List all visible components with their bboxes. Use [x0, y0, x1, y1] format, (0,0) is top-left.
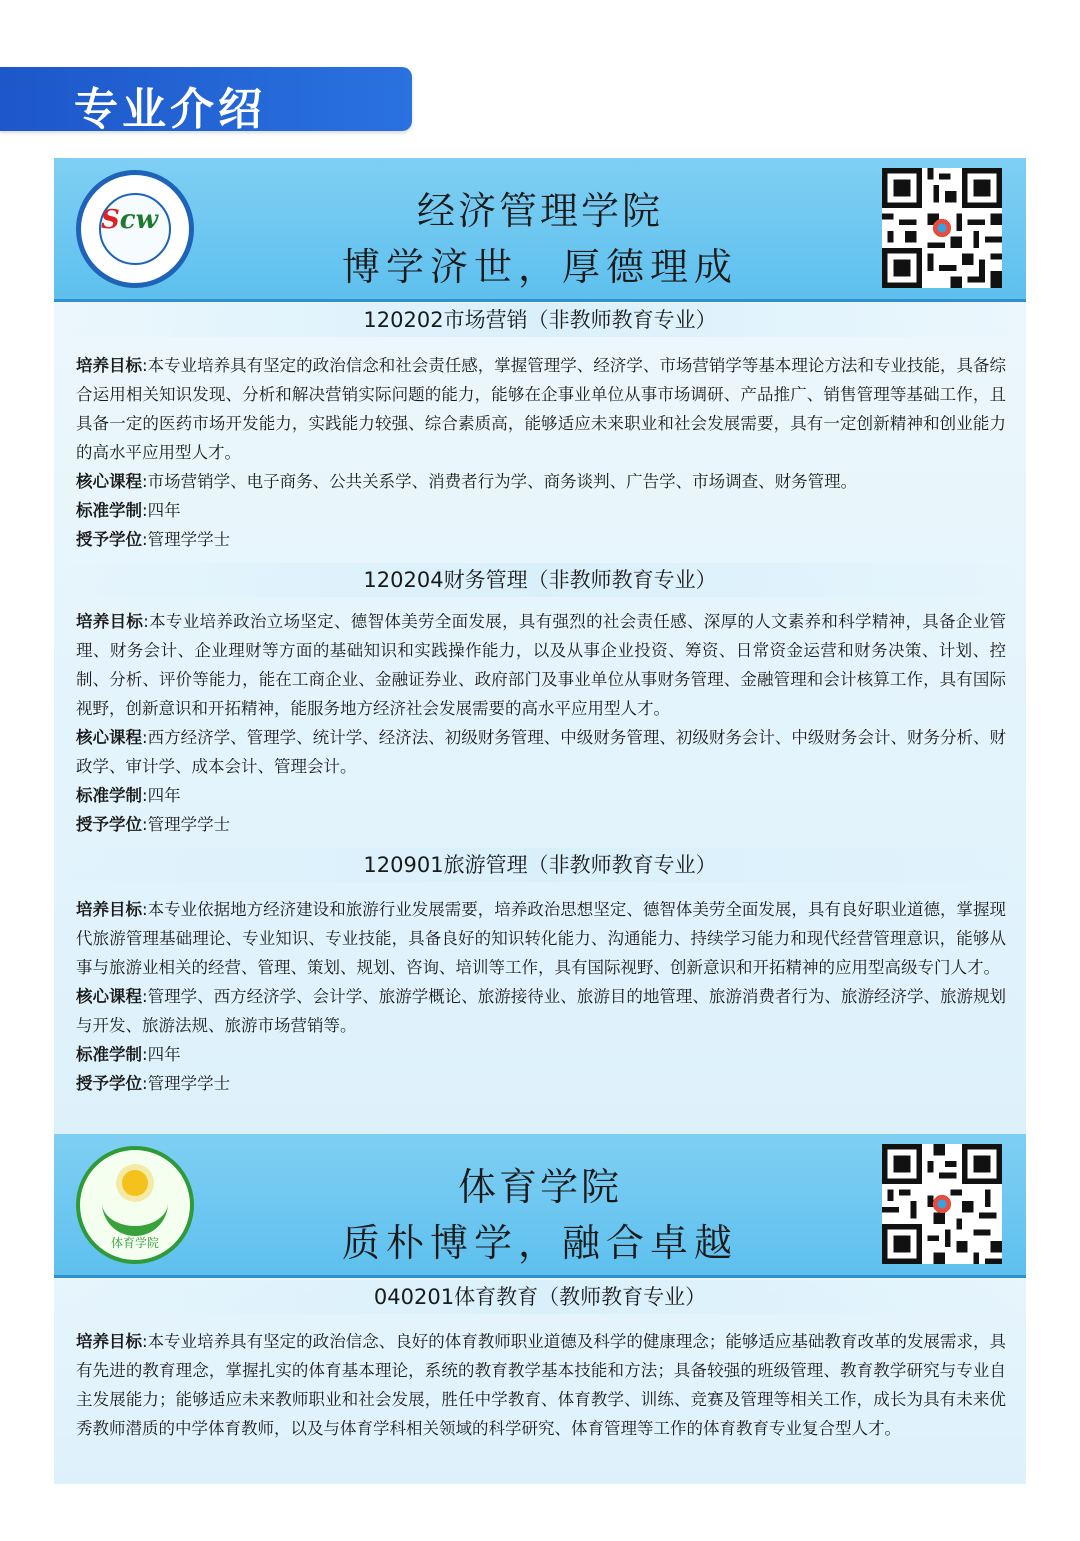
- field-degree: 授予学位:管理学学士: [76, 815, 231, 834]
- field-label: 培养目标: [76, 1332, 143, 1351]
- major-title: 040201体育教育（教师教育专业）: [54, 1280, 1026, 1314]
- college-logo: Scw: [76, 170, 194, 288]
- field-text: 市场营销学、电子商务、公共关系学、消费者行为学、商务谈判、广告学、市场调查、财务管理。: [147, 472, 858, 491]
- qr-code-icon[interactable]: [882, 168, 1002, 288]
- field-degree: 授予学位:管理学学士: [76, 1074, 231, 1093]
- major-details: [76, 1327, 1006, 1443]
- field-label: 培养目标: [76, 356, 143, 375]
- field-courses: 核心课程:管理学、西方经济学、会计学、旅游学概论、旅游接待业、旅游目的地管理、旅游消费者行为、旅游经济学、旅游规划与开发、旅游法规、旅游市场营销等。: [76, 987, 1006, 1035]
- college-motto: 博学济世，厚德理成: [341, 245, 738, 289]
- major-title: 120204财务管理（非教师教育专业）: [54, 563, 1026, 597]
- field-label: 标准学制: [76, 1045, 142, 1064]
- page-title: 专业介绍: [74, 84, 266, 135]
- field-goal: 培养目标:本专业培养政治立场坚定、德智体美劳全面发展，具有强烈的社会责任感、深厚的人文素养和科学精神，具备企业管理、财务会计、企业理财等方面的基础知识和实践操作能力，以及从事企业投资、筹资、日常资金运营和财务决策、计划、控制、分析、评价等能力，能在工商企业、金融证券业、政府部门及事业单位从事财务管理、金融管理和会计核算工作，具有国际视野，创新意识和开拓精神，能服务地方经济社会发展需要的高水平应用型人才。: [76, 612, 1007, 718]
- field-label: 授予学位: [76, 1074, 142, 1093]
- major-title: 120202市场营销（非教师教育专业）: [54, 303, 1026, 337]
- field-degree: 授予学位:管理学学士: [76, 530, 231, 549]
- college-motto: 质朴博学，融合卓越: [341, 1221, 738, 1265]
- logo-text: 体育学院: [110, 1236, 159, 1250]
- field-label: 核心课程: [76, 728, 143, 747]
- field-duration: 标准学制:四年: [76, 786, 181, 805]
- college-header-economics: [54, 158, 1026, 302]
- college-header-sports: [54, 1134, 1026, 1278]
- major-title: 120901旅游管理（非教师教育专业）: [54, 848, 1026, 882]
- section-banner: [0, 67, 412, 135]
- field-text: 管理学、西方经济学、会计学、旅游学概论、旅游接待业、旅游目的地管理、旅游消费者行为、旅游经济学、旅游规划与开发、旅游法规、旅游市场营销等。: [76, 987, 1006, 1035]
- field-label: 标准学制: [76, 501, 142, 520]
- field-label: 培养目标: [76, 900, 143, 919]
- field-courses: 核心课程:市场营销学、电子商务、公共关系学、消费者行为学、商务谈判、广告学、市场调查、财务管理。: [76, 472, 858, 491]
- field-goal: 培养目标:本专业培养具有坚定的政治信念和社会责任感，掌握管理学、经济学、市场营销学等基本理论方法和专业技能，具备综合运用相关知识发现、分析和解决营销实际问题的能力，能够在企事业单位从事市场调研、产品推广、销售管理等基础工作，且具备一定的医药市场开发能力，实践能力较强、综合素质高，能够适应未来职业和社会发展需要，具有一定创新精神和创业能力的高水平应用型人才。: [76, 356, 1006, 462]
- field-label: 核心课程: [76, 472, 142, 491]
- field-text: 管理学学士: [147, 530, 231, 549]
- field-duration: 标准学制:四年: [76, 1045, 181, 1064]
- field-text: 四年: [147, 501, 181, 520]
- field-label: 培养目标: [76, 612, 144, 631]
- field-text: 本专业培养政治立场坚定、德智体美劳全面发展，具有强烈的社会责任感、深厚的人文素养和科学精神，具备企业管理、财务会计、企业理财等方面的基础知识和实践操作能力，以及从事企业投资、筹资、日常资金运营和财务决策、计划、控制、分析、评价等能力，能在工商企业、金融证券业、政府部门及事业单位从事财务管理、金融管理和会计核算工作，具有国际视野，创新意识和开拓精神，能服务地方经济社会发展需要的高水平应用型人才。: [76, 612, 1007, 718]
- field-goal: 培养目标:本专业培养具有坚定的政治信念、良好的体育教师职业道德及科学的健康理念；能够适应基础教育改革的发展需求，具有先进的教育理念，掌握扎实的体育基本理论，系统的教育教学基本技能和方法；具备较强的班级管理、教育教学研究与专业自主发展能力；能够适应未来教师职业和社会发展，胜任中学教育、体育教学、训练、竞赛及管理等相关工作，成长为具有未来优秀教师潜质的中学体育教师，以及与体育学科相关领域的科学研究、体育管理等工作的体育教育专业复合型人才。: [76, 1332, 1006, 1438]
- field-text: 本专业依据地方经济建设和旅游行业发展需要，培养政治思想坚定、德智体美劳全面发展，具有良好职业道德，掌握现代旅游管理基础理论、专业知识、专业技能，具备良好的知识转化能力、沟通能力、持续学习能力和现代经营管理意识，能够从事与旅游业相关的经营、管理、策划、规划、咨询、培训等工作，具有国际视野、创新意识和开拓精神的应用型高级专门人才。: [76, 900, 1006, 977]
- major-details: [76, 607, 1006, 839]
- field-text: 本专业培养具有坚定的政治信念、良好的体育教师职业道德及科学的健康理念；能够适应基础教育改革的发展需求，具有先进的教育理念，掌握扎实的体育基本理论，系统的教育教学基本技能和方法；具备较强的班级管理、教育教学研究与专业自主发展能力；能够适应未来教师职业和社会发展，胜任中学教育、体育教学、训练、竞赛及管理等相关工作，成长为具有未来优秀教师潜质的中学体育教师，以及与体育学科相关领域的科学研究、体育管理等工作的体育教育专业复合型人才。: [76, 1332, 1006, 1438]
- major-details: [76, 895, 1006, 1098]
- field-label: 授予学位: [76, 815, 142, 834]
- qr-code-icon[interactable]: [882, 1144, 1002, 1264]
- field-courses: 核心课程:西方经济学、管理学、统计学、经济法、初级财务管理、中级财务管理、初级财务会计、中级财务会计、财务分析、财政学、审计学、成本会计、管理会计。: [76, 728, 1006, 776]
- field-goal: 培养目标:本专业依据地方经济建设和旅游行业发展需要，培养政治思想坚定、德智体美劳全面发展，具有良好职业道德，掌握现代旅游管理基础理论、专业知识、专业技能，具备良好的知识转化能力、沟通能力、持续学习能力和现代经营管理意识，能够从事与旅游业相关的经营、管理、策划、规划、咨询、培训等工作，具有国际视野、创新意识和开拓精神的应用型高级专门人才。: [76, 900, 1006, 977]
- college-name: 体育学院: [457, 1165, 622, 1209]
- field-text: 管理学学士: [147, 1074, 231, 1093]
- field-text: 本专业培养具有坚定的政治信念和社会责任感，掌握管理学、经济学、市场营销学等基本理论方法和专业技能，具备综合运用相关知识发现、分析和解决营销实际问题的能力，能够在企事业单位从事市场调研、产品推广、销售管理等基础工作，且具备一定的医药市场开发能力，实践能力较强、综合素质高，能够适应未来职业和社会发展需要，具有一定创新精神和创业能力的高水平应用型人才。: [76, 356, 1006, 462]
- field-label: 授予学位: [76, 530, 142, 549]
- college-name: 经济管理学院: [416, 189, 663, 233]
- field-label: 核心课程: [76, 987, 143, 1006]
- field-label: 标准学制: [76, 786, 142, 805]
- field-duration: 标准学制:四年: [76, 501, 181, 520]
- field-text: 管理学学士: [147, 815, 231, 834]
- field-text: 四年: [147, 786, 181, 805]
- field-text: 西方经济学、管理学、统计学、经济法、初级财务管理、中级财务管理、初级财务会计、中级财务会计、财务分析、财政学、审计学、成本会计、管理会计。: [76, 728, 1006, 776]
- major-details: [76, 351, 1006, 554]
- field-text: 四年: [147, 1045, 181, 1064]
